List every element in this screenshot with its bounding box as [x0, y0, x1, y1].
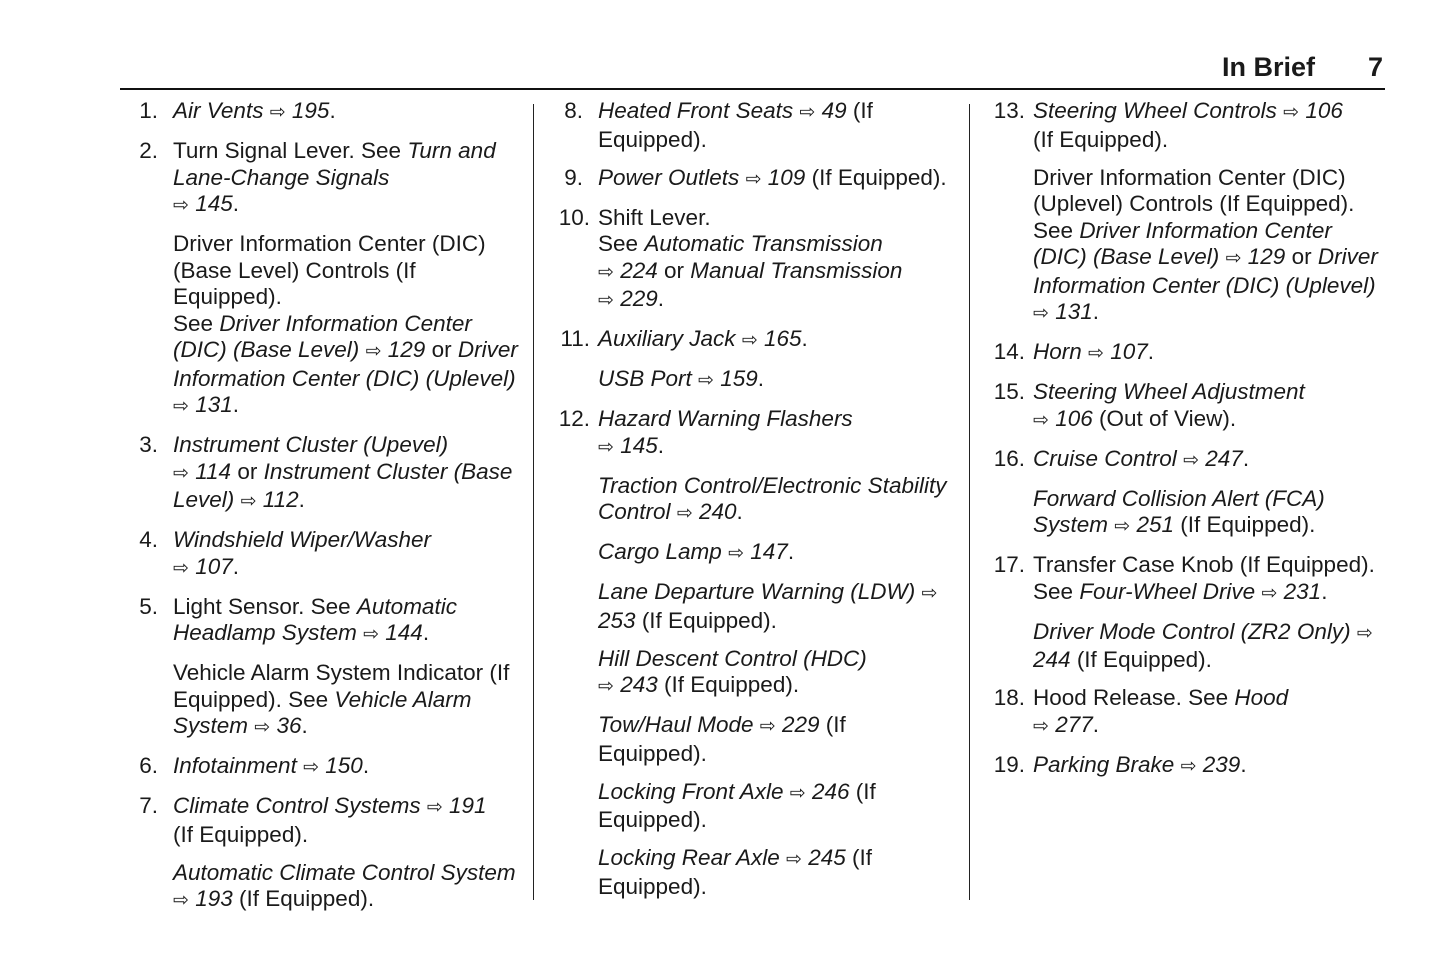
page-ref[interactable]: 107 [1110, 339, 1148, 364]
list-subitem: Tow/Haul Mode ⇨ 229 (If Equipped). [598, 712, 846, 766]
page-ref-arrow-icon: ⇨ [598, 436, 614, 458]
page-ref[interactable]: 246 [811, 778, 850, 804]
page-ref-arrow-icon: ⇨ [173, 462, 189, 484]
page-ref-arrow-icon: ⇨ [173, 195, 189, 216]
cross-reference[interactable]: USB Port [598, 366, 692, 391]
page-ref[interactable]: 245 [808, 845, 846, 870]
cross-reference[interactable]: Climate Control Systems [173, 793, 421, 818]
cross-reference[interactable]: Heated Front Seats [598, 98, 794, 123]
list-subitem: Traction Control/Electronic Stability Control ⇨ 240. [598, 472, 947, 524]
cross-reference[interactable]: Infotainment [173, 753, 297, 778]
list-item: 6. Infotainment ⇨ 150. [139, 753, 370, 778]
page-ref-arrow-icon: ⇨ [1033, 715, 1049, 737]
page-ref[interactable]: 159 [720, 366, 758, 391]
cross-reference[interactable]: Hood [1234, 685, 1289, 710]
page-ref[interactable]: 224 [620, 257, 658, 283]
cross-reference[interactable]: Four-Wheel Drive [1079, 578, 1256, 604]
page-ref-arrow-icon: ⇨ [789, 782, 806, 804]
page-ref[interactable]: 107 [195, 553, 233, 579]
list-subitem: Vehicle Alarm System Indicator (If Equipped). See Vehicle Alarm System ⇨ 36. [173, 660, 510, 738]
page-ref-arrow-icon: ⇨ [1033, 303, 1049, 324]
page-ref[interactable]: 277 [1055, 711, 1093, 737]
list-item: 18. Hood Release. See Hood ⇨ 277. [993, 685, 1289, 737]
list-subitem: Forward Collision Alert (FCA) System ⇨ 251 (If Equipped). [1033, 485, 1325, 537]
cross-reference[interactable]: Automatic Transmission [644, 231, 883, 256]
list-subitem: Driver Information Center (DIC) (Uplevel) Controls (If Equipped). See Driver Information Center (DIC) (Base Level) ⇨ 129 or Driver Information Center (DIC) (Uplevel) ⇨ 131. [1033, 164, 1378, 324]
list-item: 12. Hazard Warning Flashers ⇨ 145. [558, 406, 853, 458]
list-item: 9. Power Outlets ⇨ 109 (If Equipped). [564, 164, 947, 190]
list-subitem: USB Port ⇨ 159. [598, 366, 765, 391]
page-ref[interactable]: 195 [291, 98, 330, 123]
cross-reference[interactable]: Tow/Haul Mode [598, 712, 754, 737]
list-item: 8. Heated Front Seats ⇨ 49 (If Equipped). [564, 98, 873, 152]
column-1 [130, 98, 530, 926]
cross-reference[interactable]: Driver Information Center (DIC) (Base Level) [173, 310, 472, 362]
page-ref[interactable]: 129 [1247, 244, 1286, 269]
page-ref-arrow-icon: ⇨ [598, 290, 614, 311]
page-ref-arrow-icon: ⇨ [303, 757, 320, 778]
page-ref-arrow-icon: ⇨ [1261, 582, 1278, 604]
cross-reference[interactable]: Traction Control/Electronic Stability Control [598, 472, 947, 524]
cross-reference[interactable]: Automatic Headlamp System [173, 593, 457, 645]
list-item: 17. Transfer Case Knob (If Equipped). See Four-Wheel Drive ⇨ 231. [993, 552, 1375, 604]
page-ref-arrow-icon: ⇨ [269, 102, 286, 123]
cross-reference[interactable]: Steering Wheel Controls [1033, 98, 1277, 123]
page-ref[interactable]: 145 [195, 191, 233, 216]
list-item: 2. Turn Signal Lever. See Turn and Lane-Change Signals ⇨ 145. [139, 138, 496, 216]
list-subitem: Automatic Climate Control System ⇨ 193 (If Equipped). [173, 859, 516, 911]
list-subitem: Locking Front Axle ⇨ 246 (If Equipped). [598, 778, 876, 832]
page-ref[interactable]: 231 [1283, 578, 1322, 604]
page-ref-arrow-icon: ⇨ [728, 543, 745, 564]
page-ref[interactable]: 251 [1136, 512, 1175, 537]
page-ref-arrow-icon: ⇨ [598, 261, 614, 283]
page-ref[interactable]: 193 [195, 886, 233, 911]
list-subitem: Cargo Lamp ⇨ 147. [598, 539, 795, 564]
page-ref[interactable]: 49 [821, 98, 847, 123]
cross-reference[interactable]: Driver Mode Control (ZR2 Only) [1033, 618, 1351, 644]
page-ref[interactable]: 239 [1202, 751, 1241, 777]
page-ref-arrow-icon: ⇨ [741, 330, 758, 351]
page-ref-arrow-icon: ⇨ [173, 396, 189, 417]
page-ref[interactable]: 131 [195, 392, 233, 417]
cross-reference[interactable]: Instrument Cluster (Base Level) [173, 458, 513, 512]
column-divider [533, 104, 534, 900]
cross-reference[interactable]: Cargo Lamp [598, 539, 722, 564]
cross-reference[interactable]: Steering Wheel Adjustment [1033, 379, 1305, 404]
cross-reference[interactable]: Automatic Climate Control System [173, 859, 516, 885]
list-subitem: Driver Mode Control (ZR2 Only) ⇨ 244 (If Equipped). [1033, 618, 1373, 672]
cross-reference[interactable]: Driver Information Center (DIC) (Base Level) [1033, 217, 1332, 269]
page-ref[interactable]: 147 [750, 539, 788, 564]
page-ref[interactable]: 106 [1055, 405, 1093, 431]
page-ref-arrow-icon: ⇨ [921, 583, 938, 604]
page-ref-arrow-icon: ⇨ [799, 102, 816, 123]
page-ref-arrow-icon: ⇨ [363, 624, 380, 645]
page-header [120, 48, 1385, 90]
cross-reference[interactable]: Cruise Control [1033, 445, 1177, 471]
page-ref[interactable]: 253 [598, 607, 636, 633]
page-ref-arrow-icon: ⇨ [173, 557, 189, 579]
section-title: In Brief [1221, 52, 1315, 82]
list-item: 3. Instrument Cluster (Upevel) ⇨ 114 or Instrument Cluster (Base Level) ⇨ 112. [139, 432, 513, 512]
page-ref-arrow-icon: ⇨ [240, 491, 257, 512]
page-ref-arrow-icon: ⇨ [598, 676, 614, 697]
page-ref-arrow-icon: ⇨ [365, 341, 382, 362]
page-ref-arrow-icon: ⇨ [1114, 516, 1131, 537]
cross-reference[interactable]: Auxiliary Jack [598, 326, 736, 351]
page-number: 7 [1367, 52, 1383, 82]
list-subitem: Hill Descent Control (HDC) ⇨ 243 (If Equipped). [598, 645, 867, 697]
page-ref[interactable]: 229 [781, 712, 820, 737]
page-ref[interactable]: 144 [385, 620, 423, 645]
page-ref[interactable]: 165 [764, 326, 802, 351]
cross-reference[interactable]: Forward Collision Alert (FCA) System [1033, 485, 1325, 537]
page-ref[interactable]: 247 [1205, 445, 1243, 471]
cross-reference[interactable]: Instrument Cluster (Upevel) [173, 432, 449, 457]
page-ref[interactable]: 191 [449, 793, 487, 818]
cross-reference[interactable]: Hazard Warning Flashers [598, 406, 853, 431]
page-ref-arrow-icon: ⇨ [254, 717, 271, 738]
page-ref-arrow-icon: ⇨ [1180, 755, 1197, 777]
page-ref[interactable]: 36 [276, 713, 302, 738]
cross-reference[interactable]: Windshield Wiper/Washer [173, 527, 432, 552]
list-item: 13. Steering Wheel Controls ⇨ 106 (If Equipped). [993, 98, 1343, 152]
list-subitem: Driver Information Center (DIC) (Base Level) Controls (If Equipped). See Driver Information Center (DIC) (Base Level) ⇨ 129 or Driver Information Center (DIC) (Uplevel) ⇨ 131. [173, 231, 518, 417]
page-ref[interactable]: 114 [195, 458, 232, 484]
list-item: 7. Climate Control Systems ⇨ 191 (If Equipped). [139, 793, 487, 847]
cross-reference[interactable]: Parking Brake [1033, 751, 1175, 777]
page-ref[interactable]: 106 [1305, 98, 1343, 123]
page-ref[interactable]: 145 [620, 432, 658, 458]
page-ref-arrow-icon: ⇨ [173, 890, 189, 911]
page-ref-arrow-icon: ⇨ [786, 849, 802, 870]
list-subitem: Locking Rear Axle ⇨ 245 (If Equipped). [598, 845, 873, 899]
cross-reference[interactable]: Locking Front Axle [598, 778, 784, 804]
page-ref-arrow-icon: ⇨ [759, 716, 776, 737]
page-ref-arrow-icon: ⇨ [1225, 248, 1242, 269]
column-3 [990, 98, 1385, 792]
page-ref[interactable]: 129 [387, 337, 426, 362]
list-item: 14. Horn ⇨ 107. [993, 339, 1155, 364]
list-item: 16. Cruise Control ⇨ 247. [993, 445, 1250, 471]
page-ref[interactable]: 244 [1033, 647, 1071, 672]
cross-reference[interactable]: Turn and Lane-Change Signals [173, 138, 496, 190]
cross-reference[interactable]: Vehicle Alarm System [173, 686, 472, 738]
list-item: 15. Steering Wheel Adjustment ⇨ 106 (Out of View). [993, 379, 1305, 431]
page-ref-arrow-icon: ⇨ [698, 370, 714, 391]
page-ref[interactable]: 240 [699, 499, 737, 524]
page-ref-arrow-icon: ⇨ [676, 503, 693, 524]
list-subitem: Lane Departure Warning (LDW) ⇨ 253 (If Equipped). [598, 579, 938, 633]
page-ref[interactable]: 229 [620, 286, 658, 311]
list-item: 1. Air Vents ⇨ 195. [139, 98, 336, 123]
page-ref[interactable]: 150 [325, 753, 363, 778]
cross-reference[interactable]: Manual Transmission [690, 257, 903, 283]
cross-reference[interactable]: Lane Departure Warning (LDW) [598, 579, 916, 604]
page-ref[interactable]: 243 [620, 672, 658, 697]
cross-reference[interactable]: Power Outlets [598, 164, 740, 190]
cross-reference[interactable]: Horn [1033, 339, 1082, 364]
page-ref-arrow-icon: ⇨ [1283, 102, 1300, 123]
cross-reference[interactable]: Hill Descent Control (HDC) [598, 645, 867, 671]
page-ref[interactable]: 109 [767, 164, 806, 190]
list-item: 19. Parking Brake ⇨ 239. [993, 751, 1247, 777]
list-item: 11. Auxiliary Jack ⇨ 165. [560, 326, 808, 351]
page-ref[interactable]: 131 [1055, 299, 1093, 324]
page-ref-arrow-icon: ⇨ [1033, 409, 1049, 431]
page-ref-arrow-icon: ⇨ [1356, 622, 1373, 644]
list-item: 5. Light Sensor. See Automatic Headlamp System ⇨ 144. [139, 593, 457, 645]
page-ref[interactable]: 112 [262, 487, 299, 512]
cross-reference[interactable]: Locking Rear Axle [598, 845, 780, 870]
page-ref-arrow-icon: ⇨ [1183, 449, 1199, 471]
page-ref-arrow-icon: ⇨ [426, 797, 443, 818]
column-2 [555, 98, 955, 912]
cross-reference[interactable]: Driver Information Center (DIC) (Uplevel) [173, 337, 518, 391]
cross-reference[interactable]: Driver Information Center (DIC) (Uplevel) [1033, 244, 1378, 298]
list-item: 10. Shift Lever. See Automatic Transmission ⇨ 224 or Manual Transmission ⇨ 229. [558, 204, 903, 311]
column-divider [969, 104, 970, 900]
page-ref-arrow-icon: ⇨ [745, 168, 762, 190]
page-ref-arrow-icon: ⇨ [1088, 343, 1104, 364]
list-item: 4. Windshield Wiper/Washer ⇨ 107. [139, 527, 432, 579]
